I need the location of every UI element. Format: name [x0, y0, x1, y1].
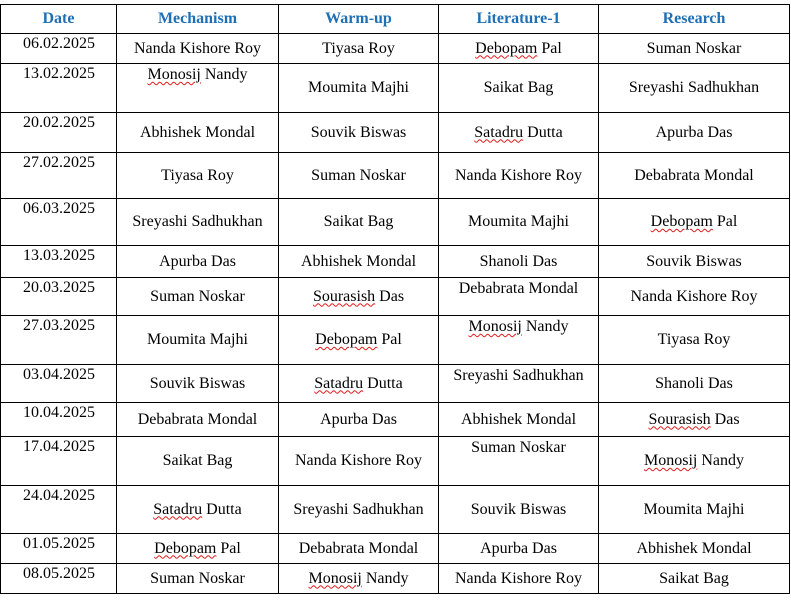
literature-text: Moumita Majhi	[468, 213, 569, 230]
warm-up-cell	[279, 113, 439, 153]
date-text: 17.04.2025	[23, 438, 95, 455]
date-text: 27.03.2025	[23, 317, 95, 334]
schedule-body	[1, 34, 790, 594]
research-cell	[599, 534, 790, 564]
mechanism-text: Suman Noskar	[150, 287, 245, 305]
mechanism-cell	[117, 199, 279, 246]
research-cell	[599, 316, 790, 365]
research-text: Souvik Biswas	[646, 252, 742, 270]
research-text: Suman Noskar	[646, 39, 742, 57]
mechanism-cell	[117, 64, 279, 113]
literature-cell	[439, 437, 599, 486]
warm-up-text: Tiyasa Roy	[322, 39, 395, 57]
literature-text: Saikat Bag	[483, 79, 554, 96]
research-cell	[599, 199, 790, 246]
warm-up-text: Souvik Biswas	[310, 123, 407, 141]
warm-up-cell	[279, 486, 439, 534]
date-text: 24.04.2025	[23, 487, 95, 504]
research-text: Moumita Majhi	[643, 500, 745, 518]
literature-text: Apurba Das	[480, 539, 557, 557]
date-text: 10.04.2025	[23, 404, 95, 421]
schedule-table	[0, 4, 790, 594]
research-cell	[599, 113, 790, 153]
literature-text: Nanda Kishore Roy	[454, 569, 583, 587]
mechanism-text: Apurba Das	[159, 252, 236, 270]
warm-up-text: Saikat Bag	[323, 213, 394, 230]
warm-up-text: Debabrata Mondal	[298, 539, 419, 557]
literature-cell	[439, 113, 599, 153]
table-row	[1, 278, 790, 316]
mechanism-text: Sreyashi Sadhukhan	[132, 213, 263, 230]
table-row	[1, 365, 790, 403]
literature-text: Nanda Kishore Roy	[454, 166, 583, 184]
mechanism-cell	[117, 113, 279, 153]
warm-up-cell	[279, 365, 439, 403]
research-cell	[599, 64, 790, 113]
date-text: 20.02.2025	[23, 114, 95, 131]
table-row	[1, 64, 790, 113]
literature-text: Satadru Dutta	[474, 123, 563, 141]
research-text: Saikat Bag	[659, 569, 729, 587]
warm-up-text: Sreyashi Sadhukhan	[293, 500, 424, 518]
mechanism-text: Saikat Bag	[162, 452, 233, 469]
warm-up-cell	[279, 278, 439, 316]
research-cell	[599, 246, 790, 278]
literature-text: Shanoli Das	[479, 252, 558, 270]
literature-text: Souvik Biswas	[470, 500, 567, 518]
research-text: Abhishek Mondal	[636, 539, 752, 557]
table-row	[1, 246, 790, 278]
research-text: Apurba Das	[655, 123, 733, 141]
literature-cell	[439, 365, 599, 403]
mechanism-cell	[117, 564, 279, 594]
warm-up-cell	[279, 199, 439, 246]
mechanism-cell	[117, 153, 279, 199]
literature-text: Monosij Nandy	[468, 318, 569, 335]
warm-up-cell	[279, 316, 439, 365]
mechanism-text: Monosij Nandy	[147, 66, 248, 83]
warm-up-cell	[279, 437, 439, 486]
literature-cell	[439, 486, 599, 534]
table-row	[1, 486, 790, 534]
literature-cell	[439, 34, 599, 64]
warm-up-cell	[279, 534, 439, 564]
mechanism-text: Moumita Majhi	[147, 331, 248, 348]
research-cell	[599, 34, 790, 64]
date-text: 27.02.2025	[23, 154, 95, 171]
warm-up-text: Sourasish Das	[312, 287, 405, 305]
research-cell	[599, 153, 790, 199]
research-text: Monosij Nandy	[644, 452, 744, 469]
research-text: Sreyashi Sadhukhan	[628, 79, 760, 96]
header-mechanism: Mechanism	[117, 5, 279, 34]
warm-up-text: Debopam Pal	[315, 331, 402, 348]
warm-up-text: Moumita Majhi	[308, 79, 409, 96]
date-cell	[1, 534, 117, 564]
date-cell	[1, 564, 117, 594]
research-text: Debopam Pal	[650, 213, 738, 230]
mechanism-cell	[117, 278, 279, 316]
literature-text: Suman Noskar	[471, 439, 566, 456]
date-text: 13.02.2025	[23, 65, 95, 82]
literature-cell	[439, 316, 599, 365]
table-row	[1, 403, 790, 437]
research-cell	[599, 486, 790, 534]
warm-up-cell	[279, 153, 439, 199]
research-text: Debabrata Mondal	[634, 166, 754, 184]
date-cell	[1, 64, 117, 113]
literature-cell	[439, 278, 599, 316]
literature-cell	[439, 564, 599, 594]
date-cell	[1, 437, 117, 486]
warm-up-cell	[279, 246, 439, 278]
table-row	[1, 199, 790, 246]
research-cell	[599, 564, 790, 594]
mechanism-cell	[117, 246, 279, 278]
warm-up-cell	[279, 64, 439, 113]
date-text: 06.03.2025	[23, 200, 95, 217]
table-row	[1, 564, 790, 594]
date-cell	[1, 34, 117, 64]
warm-up-cell	[279, 403, 439, 437]
mechanism-text: Suman Noskar	[150, 569, 245, 587]
date-text: 08.05.2025	[23, 565, 95, 582]
date-text: 20.03.2025	[23, 279, 95, 296]
research-text: Sourasish Das	[648, 410, 740, 428]
table-row	[1, 316, 790, 365]
mechanism-cell	[117, 365, 279, 403]
warm-up-text: Nanda Kishore Roy	[294, 452, 423, 469]
date-cell	[1, 316, 117, 365]
date-cell	[1, 278, 117, 316]
date-cell	[1, 365, 117, 403]
mechanism-text: Debopam Pal	[154, 539, 241, 557]
date-cell	[1, 199, 117, 246]
warm-up-text: Suman Noskar	[311, 166, 406, 184]
table-row	[1, 34, 790, 64]
table-row	[1, 437, 790, 486]
date-cell	[1, 153, 117, 199]
research-cell	[599, 278, 790, 316]
mechanism-text: Debabrata Mondal	[137, 410, 258, 428]
table-row	[1, 113, 790, 153]
literature-text: Debabrata Mondal	[458, 280, 579, 297]
literature-cell	[439, 64, 599, 113]
header-warm-up: Warm-up	[279, 5, 439, 34]
warm-up-text: Abhishek Mondal	[300, 252, 417, 270]
mechanism-text: Abhishek Mondal	[139, 123, 256, 141]
research-text: Nanda Kishore Roy	[630, 287, 758, 305]
date-cell	[1, 486, 117, 534]
date-text: 01.05.2025	[23, 535, 95, 552]
mechanism-cell	[117, 437, 279, 486]
mechanism-text: Satadru Dutta	[153, 500, 242, 518]
mechanism-text: Nanda Kishore Roy	[133, 39, 262, 57]
mechanism-text: Souvik Biswas	[149, 374, 246, 392]
date-cell	[1, 403, 117, 437]
research-cell	[599, 403, 790, 437]
header-research: Research	[599, 5, 790, 34]
date-cell	[1, 246, 117, 278]
mechanism-cell	[117, 486, 279, 534]
research-text: Shanoli Das	[655, 374, 733, 392]
mechanism-cell	[117, 34, 279, 64]
date-cell	[1, 113, 117, 153]
literature-cell	[439, 534, 599, 564]
date-text: 03.04.2025	[23, 366, 95, 383]
mechanism-cell	[117, 403, 279, 437]
mechanism-cell	[117, 316, 279, 365]
warm-up-text: Satadru Dutta	[314, 374, 403, 392]
research-cell	[599, 437, 790, 486]
header-row	[1, 5, 790, 34]
date-text: 13.03.2025	[23, 247, 95, 264]
mechanism-text: Tiyasa Roy	[161, 166, 234, 184]
table-row	[1, 534, 790, 564]
research-cell	[599, 365, 790, 403]
literature-text: Sreyashi Sadhukhan	[453, 367, 584, 384]
mechanism-cell	[117, 534, 279, 564]
table-row	[1, 153, 790, 199]
literature-text: Debopam Pal	[475, 39, 562, 57]
header-date: Date	[1, 5, 117, 34]
warm-up-cell	[279, 564, 439, 594]
literature-cell	[439, 246, 599, 278]
literature-cell	[439, 403, 599, 437]
literature-text: Abhishek Mondal	[460, 410, 577, 428]
header-literature: Literature-1	[439, 5, 599, 34]
literature-cell	[439, 153, 599, 199]
literature-cell	[439, 199, 599, 246]
research-text: Tiyasa Roy	[657, 331, 731, 348]
date-text: 06.02.2025	[23, 35, 95, 52]
warm-up-cell	[279, 34, 439, 64]
warm-up-text: Apurba Das	[320, 410, 397, 428]
warm-up-text: Monosij Nandy	[308, 569, 409, 587]
